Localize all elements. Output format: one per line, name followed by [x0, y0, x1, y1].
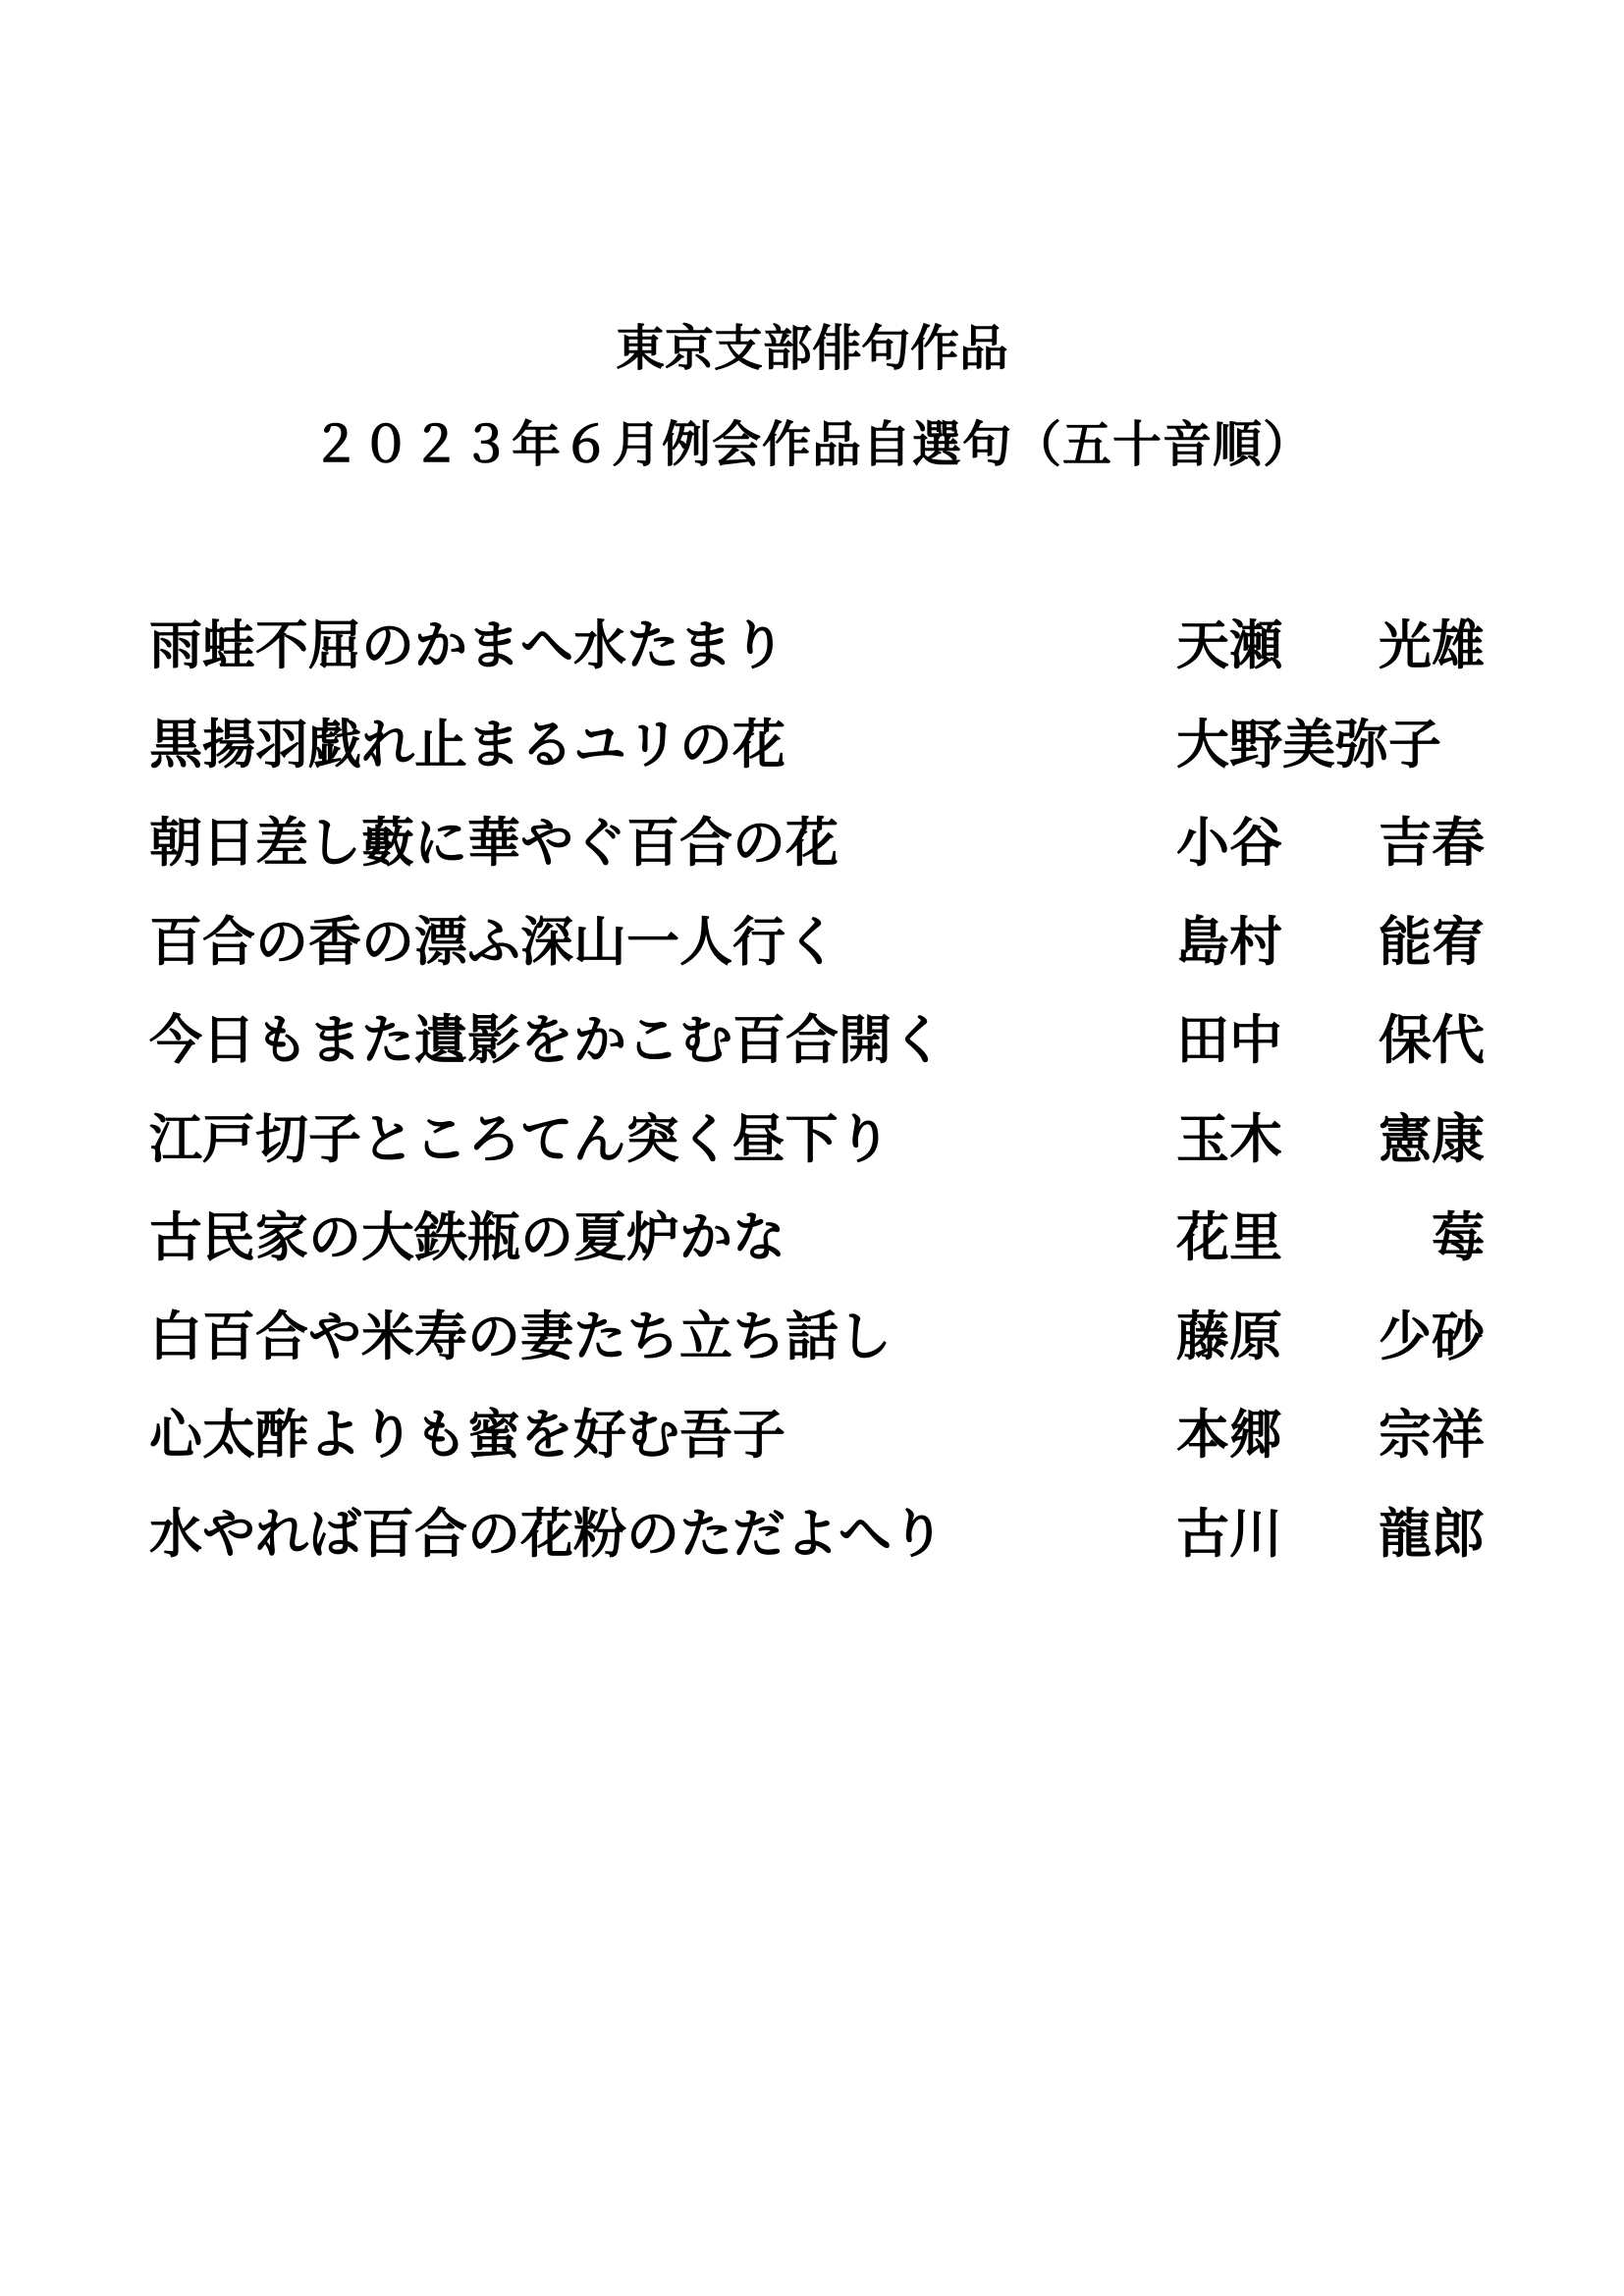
haiku-row [149, 1107, 1485, 1206]
author-family-name: 藤原 [1176, 1304, 1282, 1367]
haiku-text: 黒揚羽戯れ止まるユリの花 [149, 712, 785, 775]
author-family-name: 島村 [1176, 909, 1282, 973]
author-family-name: 大野美弥子 [1176, 712, 1441, 775]
haiku-text: 水やれば百合の花粉のただよへり [149, 1501, 945, 1565]
haiku-text: 雨蛙不屈のかまへ水たまり [149, 614, 785, 676]
author-given-name: 能宥 [1379, 909, 1485, 973]
author-family-name: 本郷 [1176, 1403, 1282, 1466]
haiku-text: 朝日差し藪に華やぐ百合の花 [149, 811, 839, 874]
author-given-name: 吉春 [1379, 811, 1485, 874]
haiku-row [149, 1502, 1485, 1601]
haiku-text: 白百合や米寿の妻たち立ち話し [149, 1304, 892, 1367]
haiku-row [149, 1305, 1485, 1404]
author-family-name: 天瀬 [1176, 614, 1282, 676]
haiku-text: 江戸切子ところてん突く昼下り [149, 1106, 892, 1170]
author-given-name: 保代 [1379, 1008, 1485, 1071]
author-family-name: 小谷 [1176, 811, 1282, 874]
haiku-text: 古民家の大鉄瓶の夏炉かな [149, 1205, 785, 1268]
haiku-text: 今日もまた遺影をかこむ百合開く [149, 1008, 945, 1071]
haiku-row [149, 1205, 1485, 1305]
haiku-row [149, 713, 1485, 812]
author-family-name: 古川 [1176, 1501, 1282, 1565]
author-given-name: 光雄 [1379, 614, 1485, 676]
haiku-text: 百合の香の漂ふ深山一人行く [149, 909, 839, 973]
haiku-row [149, 614, 1485, 713]
author-given-name: 憲康 [1379, 1106, 1485, 1170]
haiku-list [149, 614, 1485, 1600]
haiku-text: 心太酢よりも蜜を好む吾子 [149, 1403, 785, 1466]
author-family-name: 花里 [1176, 1205, 1282, 1268]
haiku-row [149, 910, 1485, 1009]
haiku-row [149, 1403, 1485, 1502]
author-given-name: 莓 [1432, 1205, 1485, 1268]
author-given-name: 少砂 [1379, 1304, 1485, 1367]
author-given-name: 宗祥 [1379, 1403, 1485, 1466]
author-given-name: 龍郎 [1379, 1501, 1485, 1565]
haiku-row [149, 811, 1485, 910]
page-subtitle: ２０２３年６月例会作品自選句（五十音順） [311, 415, 1313, 473]
author-family-name: 田中 [1176, 1008, 1282, 1071]
page-title: 東京支部俳句作品 [616, 319, 1008, 377]
haiku-row [149, 1008, 1485, 1107]
author-family-name: 玉木 [1176, 1106, 1282, 1170]
